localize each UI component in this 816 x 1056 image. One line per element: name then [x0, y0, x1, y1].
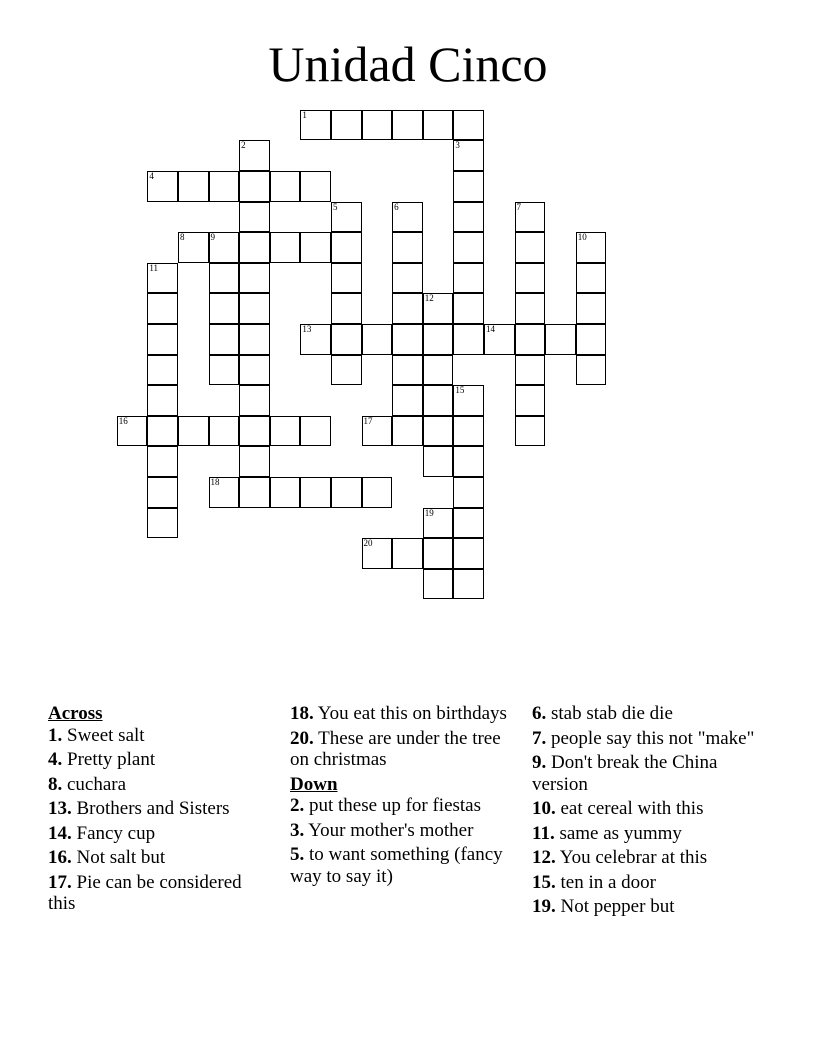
- crossword-cell[interactable]: [178, 171, 209, 202]
- clue-number: 3: [455, 140, 460, 151]
- clue-down-15: 15. ten in a door: [532, 871, 657, 893]
- crossword-cell[interactable]: [392, 385, 423, 416]
- crossword-cell[interactable]: [239, 477, 270, 508]
- crossword-cell[interactable]: [362, 416, 393, 447]
- clue-down-10: 10. eat cereal with this: [532, 798, 704, 819]
- clue-down-6: 6. stab stab die die: [532, 703, 673, 724]
- crossword-cell[interactable]: [392, 538, 423, 569]
- crossword-cell[interactable]: [300, 416, 331, 447]
- crossword-cell[interactable]: [300, 232, 331, 263]
- crossword-cell[interactable]: [147, 293, 178, 324]
- clue-down-5: 5. to want something (fancy way to say it): [290, 844, 503, 887]
- clue-number: 20: [363, 538, 373, 549]
- crossword-cell[interactable]: [331, 477, 362, 508]
- crossword-cell[interactable]: [515, 202, 546, 233]
- crossword-cell[interactable]: [239, 355, 270, 386]
- clue-number: 5: [332, 201, 338, 212]
- crossword-cell[interactable]: [576, 293, 607, 324]
- crossword-cell[interactable]: [515, 263, 546, 294]
- crossword-cell[interactable]: [576, 324, 607, 355]
- clue-down-2: 2. put these up for fiestas: [290, 795, 482, 816]
- crossword-cell[interactable]: [453, 385, 484, 416]
- crossword-cell[interactable]: [453, 569, 484, 600]
- clue-number: 7: [516, 201, 522, 212]
- crossword-cell[interactable]: [515, 293, 546, 324]
- clue-across-14: 14. Fancy cup: [48, 822, 156, 844]
- crossword-cell[interactable]: [209, 324, 240, 355]
- crossword-cell[interactable]: [453, 263, 484, 294]
- crossword-cell[interactable]: [147, 171, 178, 202]
- crossword-cell[interactable]: [362, 110, 393, 141]
- crossword-cell[interactable]: [239, 446, 270, 477]
- crossword-cell[interactable]: [209, 355, 240, 386]
- clue-number: 14: [485, 323, 495, 334]
- clue-number: 12: [424, 293, 434, 304]
- crossword-cell[interactable]: [209, 232, 240, 263]
- crossword-cell[interactable]: [147, 477, 178, 508]
- crossword-cell[interactable]: [576, 355, 607, 386]
- crossword-cell[interactable]: [331, 232, 362, 263]
- clue-number: 6: [394, 201, 399, 212]
- clue-down-9: 9. Don't break the China version: [532, 752, 718, 795]
- clue-number: 10: [577, 232, 587, 243]
- crossword-cell[interactable]: [147, 508, 178, 539]
- crossword-cell[interactable]: [423, 324, 454, 355]
- crossword-cell[interactable]: [300, 324, 331, 355]
- crossword-cell[interactable]: [239, 324, 270, 355]
- crossword-cell[interactable]: [117, 416, 148, 447]
- crossword-cell[interactable]: [300, 171, 331, 202]
- crossword-cell[interactable]: [545, 324, 576, 355]
- crossword-cell[interactable]: [453, 324, 484, 355]
- clue-number: 4: [149, 170, 154, 181]
- crossword-cell[interactable]: [515, 385, 546, 416]
- crossword-cell[interactable]: [392, 293, 423, 324]
- crossword-cell[interactable]: [147, 385, 178, 416]
- clue-across-1: 1. Sweet salt: [48, 724, 145, 746]
- crossword-cell[interactable]: [270, 232, 301, 263]
- crossword-cell[interactable]: [392, 232, 423, 263]
- clue-number: 11: [149, 262, 159, 273]
- clue-down-7: 7. people say this not "make": [532, 727, 755, 749]
- crossword-cell[interactable]: [331, 355, 362, 386]
- crossword-cell[interactable]: [453, 232, 484, 263]
- crossword-cell[interactable]: [147, 446, 178, 477]
- crossword-cell[interactable]: [300, 110, 331, 141]
- crossword-cell[interactable]: [239, 202, 270, 233]
- clue-across-13: 13. Brothers and Sisters: [48, 798, 230, 819]
- crossword-cell[interactable]: [331, 110, 362, 141]
- clue-number: 13: [302, 323, 312, 334]
- crossword-cell[interactable]: [484, 324, 515, 355]
- crossword-cell[interactable]: [239, 232, 270, 263]
- crossword-cell[interactable]: [147, 324, 178, 355]
- crossword-cell[interactable]: [392, 110, 423, 141]
- crossword-cell[interactable]: [392, 355, 423, 386]
- crossword-cell[interactable]: [515, 232, 546, 263]
- crossword-cell[interactable]: [453, 140, 484, 171]
- crossword-cell[interactable]: [178, 416, 209, 447]
- clue-number: 18: [210, 476, 220, 487]
- down-heading: Down: [290, 773, 338, 795]
- clue-down-3: 3. Your mother's mother: [290, 819, 474, 841]
- crossword-cell[interactable]: [576, 232, 607, 263]
- crossword-cell[interactable]: [209, 171, 240, 202]
- crossword-cell[interactable]: [453, 446, 484, 477]
- across-heading: Across: [48, 703, 103, 724]
- crossword-cell[interactable]: [515, 355, 546, 386]
- crossword-cell[interactable]: [362, 324, 393, 355]
- crossword-cell[interactable]: [423, 538, 454, 569]
- crossword-cell[interactable]: [331, 202, 362, 233]
- clue-down-12: 12. You celebrar at this: [532, 847, 708, 868]
- clue-number: 15: [455, 385, 465, 396]
- clue-number: 8: [179, 232, 185, 243]
- crossword-cell[interactable]: [300, 477, 331, 508]
- crossword-cell[interactable]: [423, 110, 454, 141]
- crossword-cell[interactable]: [362, 477, 393, 508]
- clue-down-11: 11. same as yummy: [532, 822, 682, 844]
- crossword-cell[interactable]: [423, 569, 454, 600]
- crossword-cell[interactable]: [209, 416, 240, 447]
- crossword-cell[interactable]: [270, 477, 301, 508]
- crossword-cell[interactable]: [453, 508, 484, 539]
- clue-number: 9: [210, 232, 216, 243]
- crossword-cell[interactable]: [331, 324, 362, 355]
- clue-across-16: 16. Not salt but: [48, 847, 166, 868]
- crossword-cell[interactable]: [239, 140, 270, 171]
- crossword-cell[interactable]: [392, 202, 423, 233]
- crossword-cell[interactable]: [209, 263, 240, 294]
- crossword-cell[interactable]: [392, 263, 423, 294]
- crossword-cell[interactable]: [209, 293, 240, 324]
- crossword-cell[interactable]: [423, 385, 454, 416]
- crossword-cell[interactable]: [239, 171, 270, 202]
- crossword-cell[interactable]: [239, 263, 270, 294]
- clue-number: 2: [241, 140, 246, 151]
- crossword-cell[interactable]: [423, 416, 454, 447]
- crossword-cell[interactable]: [331, 293, 362, 324]
- crossword-cell[interactable]: [515, 324, 546, 355]
- crossword-cell[interactable]: [453, 171, 484, 202]
- clue-number: 17: [363, 415, 373, 426]
- clue-down-19: 19. Not pepper but: [532, 896, 675, 917]
- crossword-cell[interactable]: [362, 538, 393, 569]
- crossword-cell[interactable]: [147, 355, 178, 386]
- crossword-cell[interactable]: [239, 293, 270, 324]
- crossword-cell[interactable]: [576, 263, 607, 294]
- crossword-cell[interactable]: [453, 110, 484, 141]
- clue-number: 19: [424, 507, 434, 518]
- crossword-cell[interactable]: [423, 293, 454, 324]
- crossword-cell[interactable]: [147, 416, 178, 447]
- clue-across-17: 17. Pie can be considered this: [48, 871, 242, 914]
- crossword-cell[interactable]: [239, 416, 270, 447]
- crossword-cell[interactable]: [147, 263, 178, 294]
- crossword-cell[interactable]: [423, 446, 454, 477]
- crossword-cell[interactable]: [270, 171, 301, 202]
- crossword-cell[interactable]: [270, 416, 301, 447]
- crossword-cell[interactable]: [209, 477, 240, 508]
- clue-number: 1: [302, 109, 307, 120]
- crossword-cell[interactable]: [423, 355, 454, 386]
- clues-column-2: [290, 703, 515, 890]
- crossword-cell[interactable]: [239, 385, 270, 416]
- clues-column-1: [48, 703, 273, 918]
- crossword-cell[interactable]: [453, 477, 484, 508]
- clues-column-3: [532, 703, 762, 921]
- crossword-cell[interactable]: [453, 293, 484, 324]
- clue-number: 16: [118, 415, 128, 426]
- crossword-cell[interactable]: [453, 202, 484, 233]
- page-title: Unidad Cinco: [268, 36, 548, 92]
- clue-across-20: 20. These are under the tree on christmas: [290, 727, 501, 770]
- crossword-cell[interactable]: [331, 263, 362, 294]
- crossword-cell[interactable]: [453, 416, 484, 447]
- clue-across-4: 4. Pretty plant: [48, 749, 156, 770]
- crossword-cell[interactable]: [178, 232, 209, 263]
- clue-across-18: 18. You eat this on birthdays: [290, 703, 507, 724]
- crossword-cell[interactable]: [515, 416, 546, 447]
- crossword-cell[interactable]: [423, 508, 454, 539]
- clue-across-8: 8. cuchara: [48, 773, 127, 795]
- crossword-cell[interactable]: [392, 416, 423, 447]
- crossword-cell[interactable]: [392, 324, 423, 355]
- crossword-cell[interactable]: [453, 538, 484, 569]
